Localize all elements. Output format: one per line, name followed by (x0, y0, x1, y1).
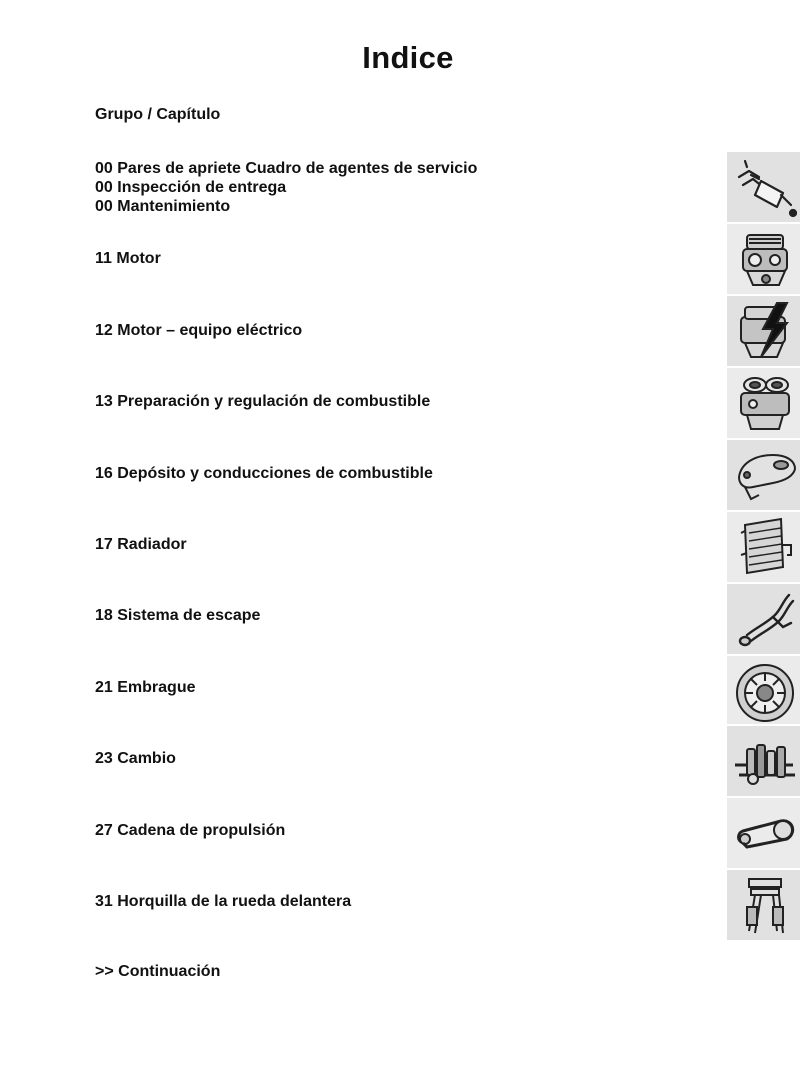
drive-chain-icon (733, 801, 797, 865)
tab-12[interactable] (727, 296, 800, 366)
toc-entry-11[interactable] (95, 249, 161, 268)
toc-entry-21[interactable] (95, 678, 195, 697)
toc-entry-23-label[interactable]: 23 Cambio (95, 750, 176, 767)
engine-lightning-icon (733, 299, 797, 363)
continuation-link[interactable]: >> Continuación (95, 963, 221, 980)
tab-16[interactable] (727, 440, 800, 510)
gearbox-icon (733, 729, 797, 793)
toc-entry-13-label[interactable]: 13 Preparación y regulación de combustible (95, 393, 431, 410)
tab-17[interactable] (727, 512, 800, 582)
front-fork-icon (733, 873, 797, 937)
throttle-body-icon (733, 371, 797, 435)
toc-entry-12[interactable] (95, 321, 302, 340)
engine-icon (733, 227, 797, 291)
toc-entry-27[interactable] (95, 821, 285, 840)
toc-entry-11-label[interactable]: 11 Motor (95, 250, 161, 267)
fuel-tank-icon (733, 443, 797, 507)
tab-27[interactable] (727, 798, 800, 868)
oil-can-icon (733, 155, 797, 219)
toc-entry-17-label[interactable]: 17 Radiador (95, 536, 187, 553)
toc-entry-17[interactable] (95, 535, 187, 554)
chapter-tab-strip (727, 152, 800, 938)
toc-entry-16[interactable] (95, 464, 433, 483)
toc-entry-00[interactable] (95, 159, 477, 216)
toc-entry-21-label[interactable]: 21 Embrague (95, 679, 196, 696)
toc-entry-00-line-2[interactable]: 00 Inspección de entrega (95, 179, 287, 196)
tab-18[interactable] (727, 584, 800, 654)
toc-entry-13[interactable] (95, 392, 430, 411)
tab-21[interactable] (727, 654, 800, 724)
clutch-icon (733, 659, 797, 723)
toc-entry-12-label[interactable]: 12 Motor – equipo eléctrico (95, 322, 303, 339)
toc-entry-16-label[interactable]: 16 Depósito y conducciones de combustible (95, 465, 433, 482)
tab-13[interactable] (727, 368, 800, 438)
toc-entry-00-line-3[interactable]: 00 Mantenimiento (95, 198, 231, 215)
tab-11[interactable] (727, 224, 800, 294)
toc-entry-31[interactable] (95, 892, 351, 911)
toc-entry-00-line-1[interactable]: 00 Pares de apriete Cuadro de agentes de servicio (95, 160, 478, 177)
tab-31[interactable] (727, 870, 800, 940)
toc-entry-18[interactable] (95, 606, 260, 625)
tab-00[interactable] (727, 152, 800, 222)
toc-entry-27-label[interactable]: 27 Cadena de propulsión (95, 822, 286, 839)
section-subtitle: Grupo / Capítulo (95, 106, 221, 123)
exhaust-icon (733, 587, 797, 651)
radiator-icon (733, 515, 797, 579)
toc-entry-31-label[interactable]: 31 Horquilla de la rueda delantera (95, 893, 352, 910)
toc-entry-23[interactable] (95, 749, 176, 768)
tab-23[interactable] (727, 726, 800, 796)
page-title: Indice (362, 40, 454, 75)
toc-entry-18-label[interactable]: 18 Sistema de escape (95, 607, 261, 624)
